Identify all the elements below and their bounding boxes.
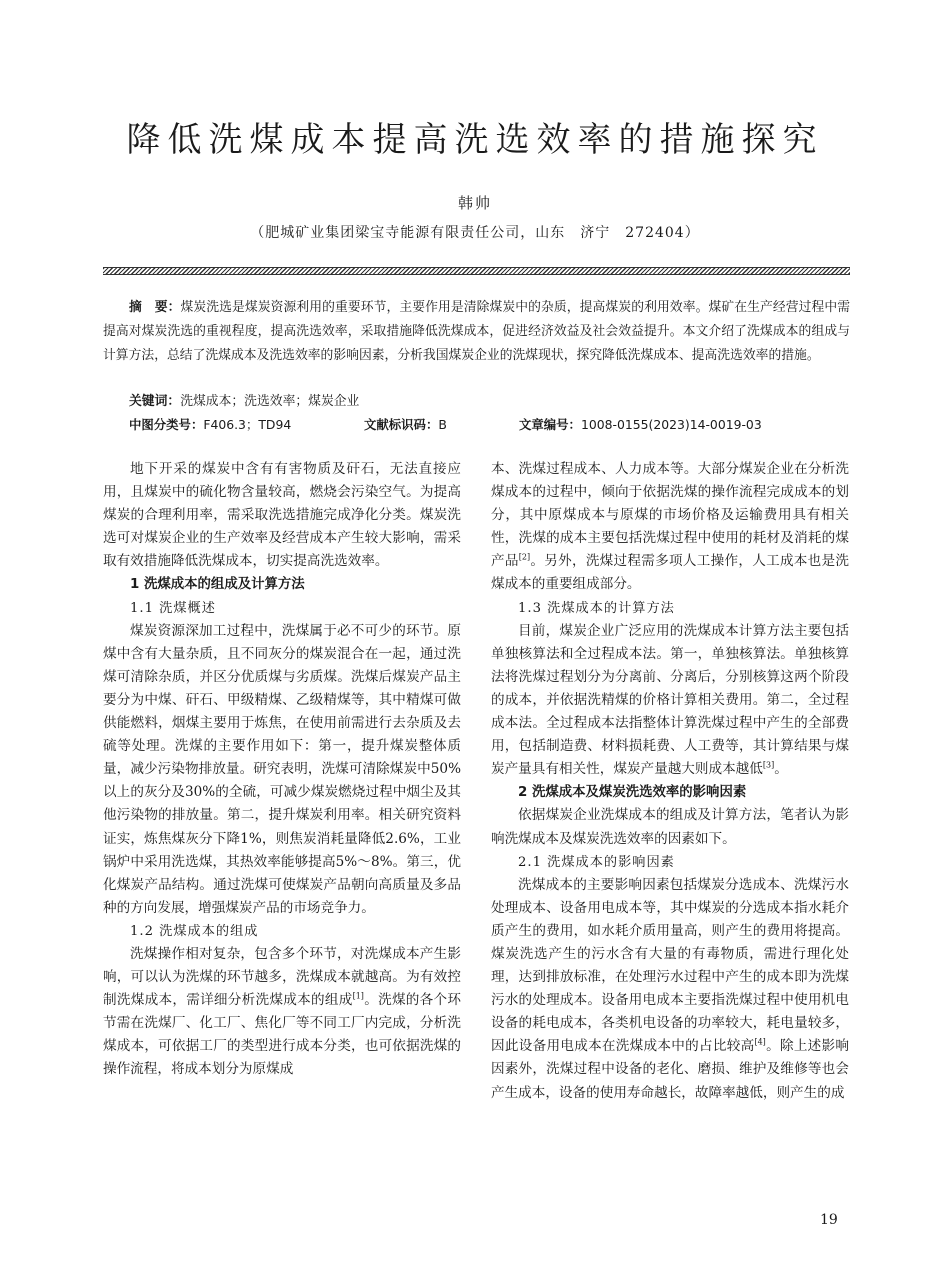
right-column — [491, 458, 849, 1105]
section-1-1-heading: 1.1 洗煤概述 — [130, 600, 216, 616]
section-1-heading: 1 洗煤成本的组成及计算方法 — [130, 577, 305, 593]
document-code: 文献标识码：B — [364, 417, 447, 432]
citation-ref: [3] — [762, 760, 775, 770]
article-number: 文章编号：1008-0155(2023)14-0019-03 — [519, 417, 762, 432]
abstract — [103, 296, 850, 368]
intro-paragraph: 地下开采的煤炭中含有有害物质及矸石，无法直接应用，且煤炭中的硫化物含量较高，燃烧会污染空气。为提高煤炭的合理利用率，需采取洗选措施完成净化分类。煤炭洗选可对煤炭企业的生产效率及经营成本产生较大影响，需采取有效措施降低洗煤成本，切实提高洗选效率。 — [103, 461, 461, 570]
section-1-3-heading: 1.3 洗煤成本的计算方法 — [518, 600, 675, 616]
paper-title: 降低洗煤成本提高洗选效率的措施探究 — [126, 120, 824, 160]
section-1-3-paragraph: 目前，煤炭企业广泛应用的洗煤成本计算方法主要包括单独核算法和全过程成本法。第一，单独核算法。单独核算法将洗煤过程划分为分离前、分离后，分别核算这两个阶段的成本，并依据洗精煤的价格计算相关费用。第二，全过程成本法。全过程成本法指整体计算洗煤过程中产生的全部费用，包括制造费、材料损耗费、人工费等，其计算结果与煤炭产量具有相关性，煤炭产量越大则成本越低[3]。 — [491, 622, 849, 778]
section-1-2-paragraph: 洗煤操作相对复杂，包含多个环节，对洗煤成本产生影响，可以认为洗煤的环节越多，洗煤成本就越高。为有效控制洗煤成本，需详细分析洗煤成本的组成[1]。洗煤的各个环节需在洗煤厂、化工厂、焦化厂等不同工厂内完成，分析洗煤成本，可依据工厂的类型进行成本分类，也可依据洗煤的操作流程，将成本划分为原煤成 — [103, 945, 462, 1078]
keywords-text: 洗煤成本；洗选效率；煤炭企业 — [180, 394, 360, 409]
section-2-intro: 依据煤炭企业洗煤成本的组成及计算方法，笔者认为影响洗煤成本及煤炭洗选效率的因素如下。 — [491, 807, 849, 847]
section-1-1-paragraph: 煤炭资源深加工过程中，洗煤属于必不可少的环节。原煤中含有大量杂质，且不同灰分的煤炭混合在一起，通过洗煤可清除杂质，并区分优质煤与劣质煤。洗煤后煤炭产品主要分为中煤、矸石、甲级精煤、乙级精煤等，其中精煤可做供能燃料，烟煤主要用于炼焦，在使用前需进行去杂质及去硫等处理。洗煤的主要作用如下：第一，提升煤炭整体质量，减少污染物排放量。研究表明，洗煤可清除煤炭中50%以上的灰分及30%的全硫，可减少煤炭燃烧过程中烟尘及其他污染物的排放量。第二，提升煤炭利用率。相关研究资料证实，炼焦煤灰分下降1%，则焦炭消耗量降低2.6%，工业锅炉中采用洗选煤，其热效率能够提高5%～8%。第三，优化煤炭产品结构。通过洗煤可使煤炭产品朝向高质量及多品种的方向发展，增强煤炭产品的市场竞争力。 — [103, 622, 461, 916]
abstract-text: 煤炭洗选是煤炭资源利用的重要环节，主要作用是清除煤炭中的杂质，提高煤炭的利用效率。煤矿在生产经营过程中需提高对煤炭洗选的重视程度，提高洗选效率，采取措施降低洗煤成本，促进经济效益及社会效益提升。本文介绍了洗煤成本的组成与计算方法，总结了洗煤成本及洗选效率的影响因素，分析我国煤炭企业的洗煤现状，探究降低洗煤成本、提高洗选效率的措施。 — [103, 300, 851, 363]
keywords — [129, 390, 359, 409]
left-column — [103, 458, 461, 1082]
page-number: 19 — [820, 1212, 838, 1228]
citation-ref: [4] — [754, 1037, 766, 1047]
section-1-2-continued: 本、洗煤过程成本、人力成本等。大部分煤炭企业在分析洗煤成本的过程中，倾向于依据洗煤的操作流程完成成本的划分，其中原煤成本与原煤的市场价格及运输费用具有相关性，洗煤的成本主要包括洗煤过程中使用的耗材及消耗的煤产品[2]。另外，洗煤过程需多项人工操作，人工成本也是洗煤成本的重要组成部分。 — [491, 461, 850, 593]
author-affiliation: （肥城矿业集团梁宝寺能源有限责任公司，山东 济宁 272404） — [250, 225, 700, 241]
section-2-1-paragraph: 洗煤成本的主要影响因素包括煤炭分选成本、洗煤污水处理成本、设备用电成本等，其中煤炭的分选成本指水耗介质产生的费用，如水耗介质用量高，则产生的费用将提高。煤炭洗选产生的污水含有大量的有毒物质，需进行理化处理，达到排放标准，在处理污水过程中产生的成本即为洗煤污水的处理成本。设备用电成本主要指洗煤过程中使用机电设备的耗电成本，各类机电设备的功率较大，耗电量较多，因此设备用电成本在洗煤成本中的占比较高[4]。除上述影响因素外，洗煤过程中设备的老化、磨损、维护及维修等也会产生成本，设备的使用寿命越长，故障率越低，则产生的成 — [491, 876, 850, 1101]
citation-ref: [1] — [352, 991, 364, 1001]
keywords-label: 关键词： — [129, 394, 181, 409]
clc-number: 中图分类号：F406.3；TD94 — [129, 417, 292, 432]
section-1-2-heading: 1.2 洗煤成本的组成 — [130, 923, 259, 939]
abstract-label: 摘 要： — [129, 300, 181, 315]
section-2-heading: 2 洗煤成本及煤炭洗选效率的影响因素 — [518, 785, 747, 801]
citation-ref: [2] — [518, 552, 531, 562]
section-2-1-heading: 2.1 洗煤成本的影响因素 — [518, 854, 675, 870]
header-divider — [103, 267, 850, 275]
author-name: 韩帅 — [457, 194, 492, 212]
